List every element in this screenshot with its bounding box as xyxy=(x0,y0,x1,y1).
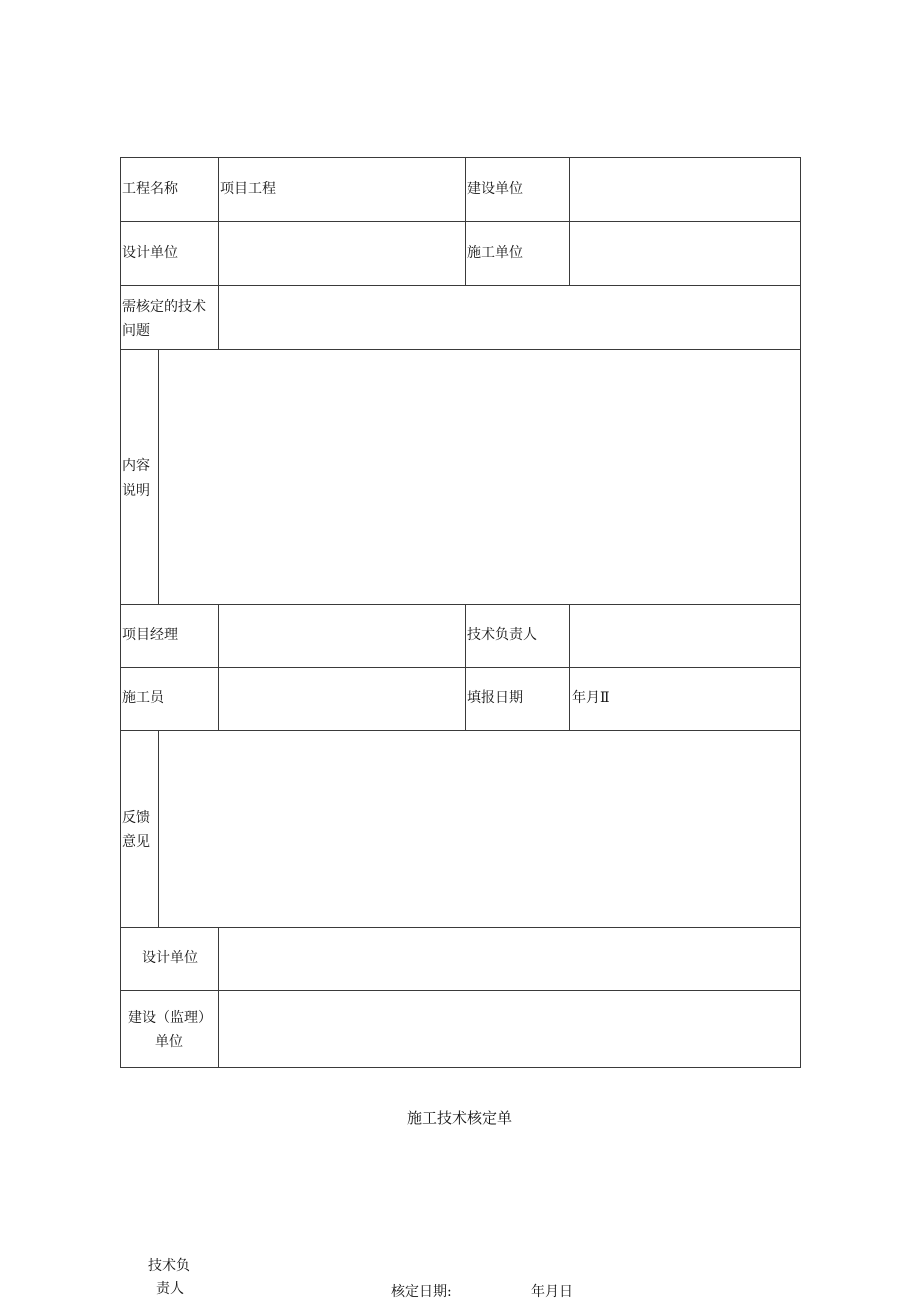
client-unit-label: 建设单位 xyxy=(467,181,523,197)
content-description-label: 说明 xyxy=(122,483,150,499)
row-divider xyxy=(120,285,801,286)
footer-tech-lead-label: 技术负 xyxy=(148,1258,190,1274)
feedback-label: 反馈 xyxy=(122,810,150,826)
project-name-value[interactable]: 项目工程 xyxy=(220,181,276,197)
verify-date-label: 核定日期: xyxy=(391,1284,452,1300)
row-divider xyxy=(120,927,801,928)
column-divider xyxy=(569,157,570,286)
footer-tech-lead-label: 责人 xyxy=(156,1281,184,1297)
project-name-label: 工程名称 xyxy=(122,181,178,197)
supervision-unit-label: 单位 xyxy=(155,1034,183,1050)
design-unit-sign-label: 设计单位 xyxy=(142,950,198,966)
column-divider xyxy=(158,349,159,605)
column-divider xyxy=(158,730,159,928)
technical-issue-label: 需核定的技术 xyxy=(122,299,206,315)
design-unit-label: 设计单位 xyxy=(122,245,178,261)
fill-date-label: 填报日期 xyxy=(467,690,523,706)
column-divider xyxy=(569,604,570,731)
construction-unit-label: 施工单位 xyxy=(467,245,523,261)
supervision-unit-label: 建设（监理） xyxy=(128,1010,212,1026)
row-divider xyxy=(120,667,801,668)
project-manager-label: 项目经理 xyxy=(122,627,178,643)
verify-date-value[interactable]: 年月日 xyxy=(531,1284,573,1300)
constructor-label: 施工员 xyxy=(122,690,164,706)
row-divider xyxy=(120,730,801,731)
fill-date-value[interactable]: 年月Ⅱ xyxy=(572,690,610,706)
table-top-border xyxy=(120,157,801,158)
technical-issue-label: 问题 xyxy=(122,323,150,339)
row-divider xyxy=(120,221,801,222)
content-description-label: 内容 xyxy=(122,458,150,474)
feedback-label: 意见 xyxy=(122,834,150,850)
column-divider xyxy=(218,157,219,350)
table-bottom-border xyxy=(120,1067,801,1068)
column-divider xyxy=(465,157,466,286)
column-divider xyxy=(465,604,466,731)
column-divider xyxy=(218,604,219,731)
row-divider xyxy=(120,990,801,991)
table-left-border xyxy=(120,157,121,1068)
technical-lead-label: 技术负责人 xyxy=(467,627,537,643)
column-divider xyxy=(218,927,219,1068)
form-title: 施工技术核定单 xyxy=(407,1109,513,1127)
row-divider xyxy=(120,349,801,350)
row-divider xyxy=(120,604,801,605)
table-right-border xyxy=(800,157,801,1068)
